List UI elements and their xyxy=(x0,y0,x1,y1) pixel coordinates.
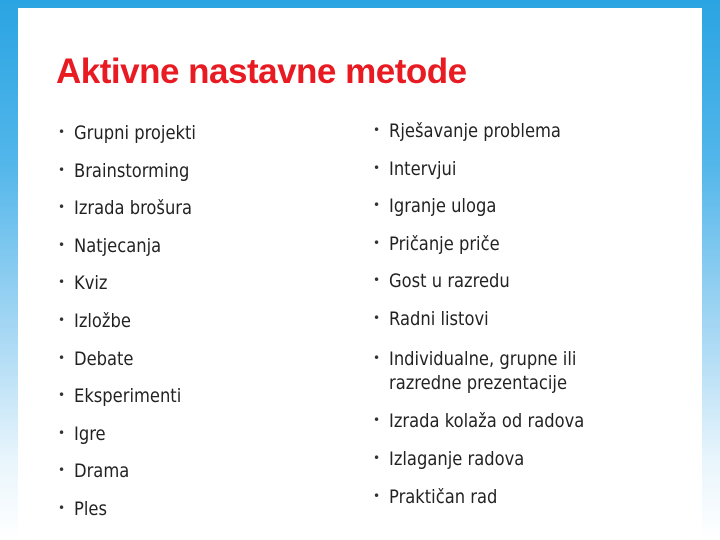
list-item: • Natjecanja xyxy=(58,234,162,257)
bullet-icon: • xyxy=(58,500,66,515)
list-item: • Eksperimenti xyxy=(58,385,182,408)
slide-card xyxy=(18,8,702,540)
bullet-icon: • xyxy=(373,310,381,325)
slide-title: Aktivne nastavne metode xyxy=(56,52,467,91)
list-item: • Grupni projekti xyxy=(58,122,196,144)
bullet-icon: • xyxy=(58,350,66,365)
list-item: • Drama xyxy=(58,460,130,483)
bullet-icon: • xyxy=(58,125,66,139)
list-item: • Ples xyxy=(58,497,107,520)
bullet-icon: • xyxy=(58,200,66,215)
list-item: • Brainstorming xyxy=(58,159,190,182)
list-item: • Praktičan rad xyxy=(373,485,498,508)
bullet-icon: • xyxy=(373,123,381,137)
bullet-icon: • xyxy=(373,488,381,503)
list-item: • Radni listovi xyxy=(373,307,489,330)
list-item: • Igre xyxy=(58,422,106,445)
list-item: • Debate xyxy=(58,347,134,370)
bullet-icon: • xyxy=(373,160,381,175)
list-item: • Pričanje priče xyxy=(373,232,500,255)
list-item: • Izložbe xyxy=(58,309,131,332)
bullet-icon: • xyxy=(373,412,381,427)
bullet-icon: • xyxy=(58,388,66,403)
bullet-icon: • xyxy=(58,463,66,478)
list-item: • Gost u razredu xyxy=(373,270,510,293)
bullet-icon: • xyxy=(58,162,66,177)
bullet-icon: • xyxy=(58,425,66,440)
right-column-list xyxy=(373,116,693,520)
bullet-icon: • xyxy=(373,273,381,288)
list-item: • Kviz xyxy=(58,272,108,295)
bullet-icon: • xyxy=(373,350,381,365)
bullet-icon: • xyxy=(58,275,66,290)
list-item: • Izlaganje radova xyxy=(373,447,525,470)
bullet-icon: • xyxy=(58,237,66,252)
list-item: • Igranje uloga xyxy=(373,195,497,218)
bullet-icon: • xyxy=(58,312,66,327)
bullet-icon: • xyxy=(373,450,381,465)
list-item: • Izrada brošura xyxy=(58,197,193,220)
list-item: • Individualne, grupne ili razredne prezentacije xyxy=(373,347,577,394)
list-item: • Rješavanje problema xyxy=(373,120,561,142)
bullet-icon: • xyxy=(373,235,381,250)
list-item: • Intervjui xyxy=(373,157,457,180)
bullet-icon: • xyxy=(373,198,381,213)
list-item: • Izrada kolaža od radova xyxy=(373,409,585,432)
left-column-list xyxy=(58,118,348,532)
